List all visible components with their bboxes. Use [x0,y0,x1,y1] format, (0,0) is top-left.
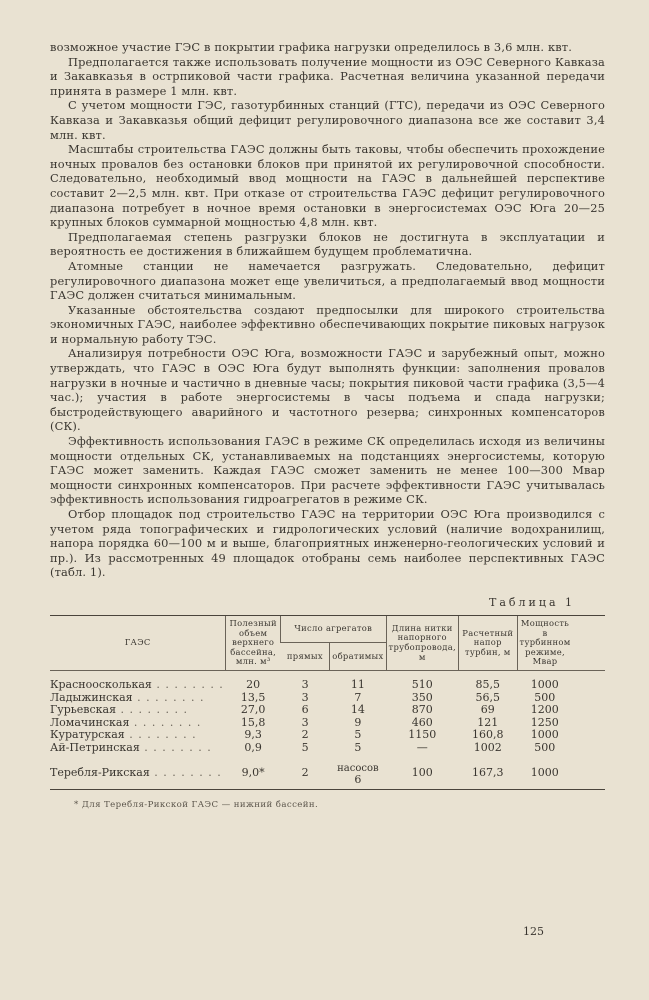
station-name: Ладыжинская . . . [50,692,226,705]
cell-power: 1000 [530,728,559,742]
cell-length: 510 [411,677,433,691]
paragraph: Эффективность использования ГАЭС в режиме СК определилась исходя из величины мощности отдельных СК, устанавливаемых на подстанциях энергосистемы, которую ГАЭС может заменить. Каждая ГАЭС сможет заменить не менее 100—300 Мвар мощности синхронных компенсаторов. При расчете эффективности ГАЭС учитывалась эффективность использования гидроагрегатов в режиме СК. [50,434,605,507]
cell-length: 350 [411,690,433,704]
paragraph: Предполагается также использовать получение мощности из ОЭС Северного Кавказа и Закавказья в острпиковой части графика. Расчетная величина указанной передачи принята в размере 1 млн. квт. [50,54,605,98]
paragraph: Указанные обстоятельства создают предпосылки для широкого строительства экономичных ГАЭС, наиболее эффективно обеспечивающих покрытие пиковых нагрузок и нормальную работу ТЭС. [50,302,605,346]
cell-length: 1150 [408,728,437,742]
cell-spacer [573,755,606,790]
header-length: Длина нитки напорного трубопровода, м [386,615,458,670]
cell-power: 500 [534,690,556,704]
station-name: Теребля-Рикская . . . [50,755,226,790]
page-number: 125 [523,925,544,938]
header-power: Мощность в турбинном режиме, Мвар [517,615,572,670]
paragraph: Отбор площадок под строительство ГАЭС на территории ОЭС Юга производился с учетом ряда топографических и гидрологических условий (наличие водохранилищ, напора порядка 60—100 м и выше, благоприятных инженерно-геологических условий и пр.). Из рассмотренных 49 площадок отобраны семь наиболее перспективных ГАЭС (табл. 1). [50,507,605,580]
cell-reversible: 7 [354,690,362,704]
cell-spacer [573,704,606,717]
cell-power: 500 [534,740,556,754]
table-row [50,755,605,790]
cell-volume: 15,8 [240,715,266,729]
cell-direct: 2 [301,728,309,742]
cell-volume: 9,0* [226,755,281,790]
header-direct: прямых [281,643,330,670]
cell-length: 870 [411,703,433,717]
table-row [50,670,605,691]
cell-spacer [573,670,606,691]
paragraph: Атомные станции не намечается разгружать. Следовательно, дефицит регулировочного диапазона может еще увеличиться, а предполагаемый ввод мощности ГАЭС должен считаться минимальным. [50,258,605,303]
data-table [50,615,605,790]
paragraph: Анализируя потребности ОЭС Юга, возможности ГАЭС и зарубежный опыт, можно утверждать, что ГАЭС в ОЭС Юга будут выполнять функции: заполнения провалов нагрузки в ночные и частично в дневные часы; покрытия пиковой части графика (3,5—4 час.); участия в работе энергосистемы в часы подъема и спада нагрузки; быстродействующего аварийного и частотного резерва; синхронных компенсаторов (СК). [50,346,605,434]
cell-length: 100 [386,755,458,790]
table-title: Таблица 1 [489,595,575,609]
paragraph: возможное участие ГЭС в покрытии графика нагрузки определилось в 3,6 млн. квт. [50,40,572,54]
cell-power: 1200 [530,703,559,717]
cell-volume: 0,9 [244,740,262,754]
cell-power: 1000 [530,677,559,691]
cell-head: 167,3 [458,755,517,790]
cell-direct: 6 [301,703,309,717]
station-name: Красноосколькая . . . [50,670,226,691]
cell-volume: 27,0 [240,703,266,717]
station-name: Куратурская . . . [50,729,226,742]
cell-reversible: 11 [350,677,365,691]
reversible-value: 6 [354,772,362,786]
cell-head: 160,8 [472,728,504,742]
cell-reversible: 14 [350,703,365,717]
station-name: Гурьевская . . . [50,704,226,717]
header-head: Расчетный напор турбин, м [458,615,517,670]
paragraph: Предполагаемая степень разгрузки блоков не достигнута в эксплуатации и вероятность ее достижения в ближайшем будущем проблематична. [50,229,605,259]
cell-volume: 9,3 [244,728,262,742]
cell-reversible: 9 [354,715,362,729]
cell-length: — [416,740,428,754]
cell-head: 56,5 [475,690,500,704]
cell-reversible: 5 [354,728,362,742]
cell-length: 460 [411,715,433,729]
paragraph: С учетом мощности ГЭС, газотурбинных станций (ГТС), передачи из ОЭС Северного Кавказа и Закавказья общий дефицит регулировочного диапазона все же составит 3,4 млн. квт. [50,98,605,142]
header-volume: Полезный объем верхнего бассейна, млн. м³ [226,615,281,670]
cell-direct: 3 [301,690,309,704]
paragraph: Масштабы строительства ГАЭС должны быть таковы, чтобы обеспечить прохождение ночных провалов без остановки блоков при принятой их регулировочной способности. Следовательно, необходимый ввод мощности на ГАЭС в дальнейшей перспективе составит 2—2,5 млн. квт. При отказе от строительства ГАЭС дефицит регулировочного диапазона потребует в ночное время остановки в энергосистемах ОЭС Юга 20—25 крупных блоков суммарной мощностью 4,8 млн. квт. [50,142,605,230]
cell-spacer [573,692,606,705]
header-units-group: Число агрегатов [281,615,386,642]
cell-direct: 3 [301,715,309,729]
cell-spacer [573,742,606,755]
header-spacer [573,615,606,670]
cell-direct: 5 [301,740,309,754]
table-row [50,742,605,755]
cell-power: 1000 [517,755,572,790]
header-station: ГАЭС [50,615,226,670]
cell-spacer [573,717,606,730]
cell-direct: 2 [281,755,330,790]
cell-head: 1002 [473,740,502,754]
table-row [50,704,605,717]
page [50,40,605,810]
table-footnote: * Для Теребля-Рикской ГАЭС — нижний бассейн. [74,799,319,810]
header-reversible: обратимых [330,643,386,670]
cell-power: 1250 [530,715,559,729]
station-name: Ломачинская . . . [50,717,226,730]
reversible-note: насосов [337,762,379,774]
cell-head: 85,5 [475,677,500,691]
cell-reversible: 5 [354,740,362,754]
station-name: Ай-Петринская . . . [50,742,226,755]
cell-volume: 20 [246,677,261,691]
cell-head: 69 [480,703,495,717]
cell-direct: 3 [301,677,309,691]
cell-volume: 13,5 [240,690,266,704]
cell-spacer [573,729,606,742]
cell-head: 121 [477,715,499,729]
cell-reversible [330,755,386,790]
